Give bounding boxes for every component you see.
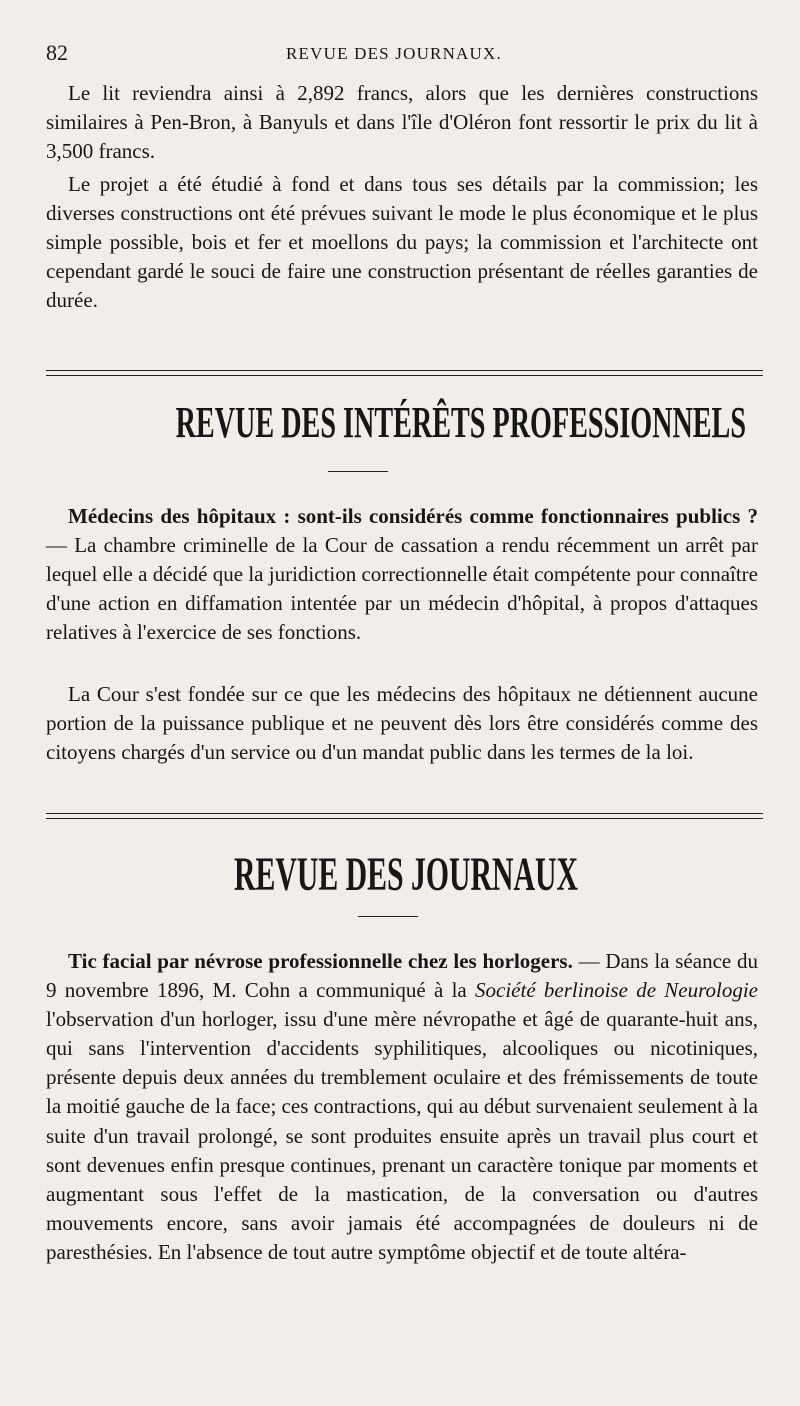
section-title-journaux: REVUE DES JOURNAUX	[234, 848, 578, 901]
paragraph-tic-facial	[46, 947, 758, 1267]
article-text-medecins: — La chambre criminelle de la Cour de cassation a rendu récemment un arrêt par lequel elle a décidé que la juridiction correctionnelle était compétente pour connaître d'une action en diffamation intentée par un médecin d'hôpital, à propos d'attaques relatives à l'exercice de ses fonctions.	[46, 533, 758, 645]
paragraph-cour-fondee: La Cour s'est fondée sur ce que les médecins des hôpitaux ne détiennent aucune portion de la puissance publique et ne peuvent dès lors être considérés comme des citoyens chargés d'un service ou d'un mandat public dans les termes de la loi.	[46, 682, 758, 765]
title-underline	[328, 471, 388, 472]
article-text-part1: — Dans la séance du 9 novembre 1896, M. Cohn a communiqué à la	[46, 949, 758, 1003]
running-title: REVUE DES JOURNAUX.	[286, 44, 502, 63]
section-title-interets: REVUE DES INTÉRÊTS PROFESSIONNELS	[175, 398, 747, 447]
society-name: Société berlinoise de Neurologie	[475, 978, 758, 1003]
double-rule-top-line	[46, 813, 763, 814]
double-rule-bottom-line	[46, 375, 763, 376]
running-head	[46, 40, 754, 70]
paragraph-lit-cost: Le lit reviendra ainsi à 2,892 francs, alors que les dernières constructions similaires à Pen-Bron, à Banyuls et dans l'île d'Oléron font ressortir le prix du lit à 3,500 francs.	[46, 81, 758, 164]
double-rule-bottom-line	[46, 818, 763, 819]
paragraph-projet: Le projet a été étudié à fond et dans tous ses détails par la commission; les diverses constructions ont été prévues suivant le mode le plus économique et le plus simple possible, bois et fer et moellons du pays; la commission et l'architecte ont cependant gardé le souci de faire une construction présentant de réelles garanties de durée.	[46, 172, 758, 313]
article-text-part2: l'observation d'un horloger, issu d'une mère névropathe et âgé de quarante-huit ans, qui sans l'intervention d'accidents syphilitiques, alcooliques ou nicotiniques, présente depuis deux années du tremblement oculaire et des frémissements de toute la moitié gauche de la face; ces contractions, qui au début survenaient seulement à la suite d'un travail prolongé, se sont produites ensuite après un travail plus court et sont devenues enfin presque continues, prenant un caractère tonique par moments et augmentant sous l'effet de la mastication, de la conversation ou d'autres mouvements encore, sans avoir jamais été accompagnées de douleurs ni de paresthésies. En l'absence de tout autre symptôme objectif et de toute altéra-	[46, 1007, 758, 1264]
article-heading-medecins: Médecins des hôpitaux : sont-ils considérés comme fonctionnaires publics ?	[68, 504, 758, 528]
article-heading-tic-facial: Tic facial par névrose professionnelle chez les horlogers.	[68, 949, 573, 973]
paragraph-medecins-hopitaux	[46, 502, 758, 647]
title-underline	[358, 916, 418, 917]
double-rule-top-line	[46, 370, 763, 371]
page-number: 82	[46, 40, 68, 65]
